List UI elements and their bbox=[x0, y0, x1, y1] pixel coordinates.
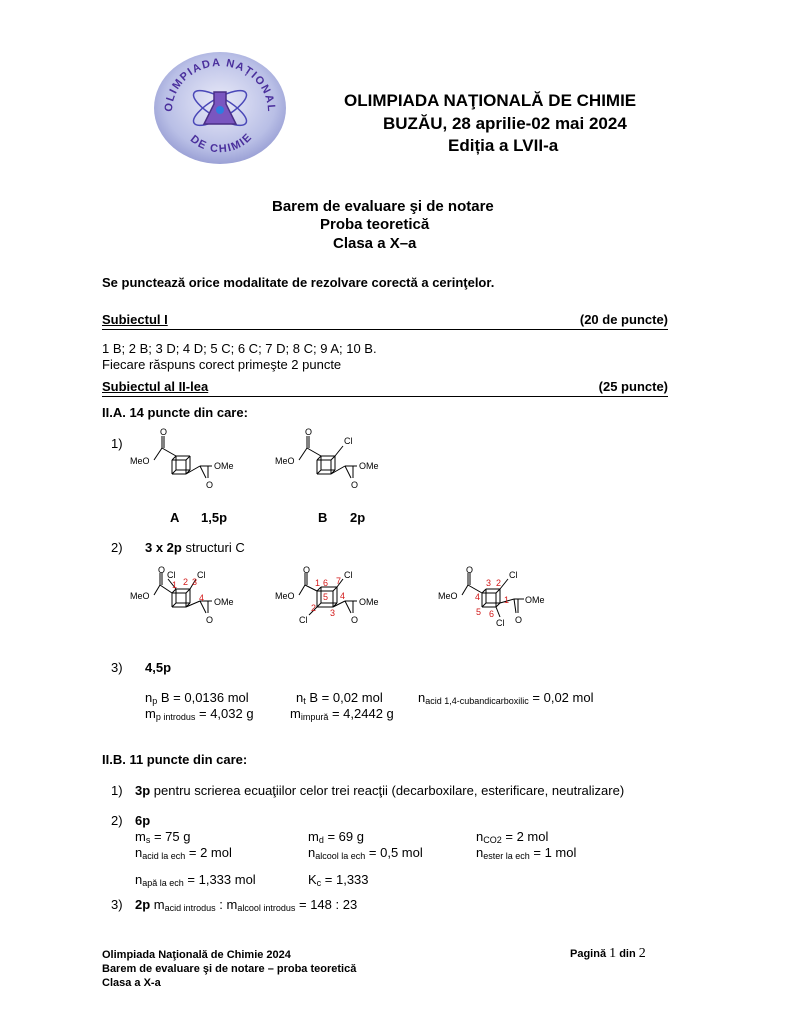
ome-label: OMe bbox=[359, 461, 379, 471]
subject-1-title: Subiectul I bbox=[102, 312, 168, 327]
o-label: O bbox=[303, 565, 311, 575]
atom-number: 3 bbox=[486, 578, 492, 588]
o-label: O bbox=[515, 615, 523, 625]
kc-symbol: K bbox=[308, 872, 317, 887]
subject-2-points: (25 puncte) bbox=[598, 379, 668, 394]
nt-sub: t bbox=[303, 696, 306, 706]
points-b: 2p bbox=[350, 510, 366, 525]
structure-c1 bbox=[130, 565, 245, 631]
subject-1-header bbox=[102, 312, 668, 330]
nco2-rest: = 2 mol bbox=[501, 829, 549, 844]
subject-2-title: Subiectul al II-lea bbox=[102, 379, 209, 394]
subject-1-answers: 1 B; 2 B; 3 D; 4 D; 5 C; 6 C; 7 D; 8 C; 9 A; 10 B. bbox=[102, 341, 377, 356]
olympiad-logo bbox=[150, 48, 290, 168]
cl-label: Cl bbox=[496, 618, 505, 628]
nap-symbol: n bbox=[135, 872, 143, 887]
atom-number: 3 bbox=[330, 608, 336, 618]
logo-text-bottom: DE CHIMIE bbox=[187, 130, 255, 156]
np-rest: B = 0,0136 mol bbox=[157, 690, 249, 705]
nes-rest: = 1 mol bbox=[529, 845, 577, 860]
footer-line-1: Olimpiada Naţională de Chimie 2024 bbox=[102, 949, 291, 961]
doc-title: Barem de evaluare şi de notare bbox=[272, 198, 494, 215]
b1-number: 1) bbox=[111, 783, 123, 798]
mi-symbol: m bbox=[290, 706, 301, 721]
np-value bbox=[145, 690, 249, 706]
mi-rest: = 4,2442 g bbox=[328, 706, 394, 721]
header-title: OLIMPIADA NAŢIONALĂ DE CHIMIE bbox=[344, 91, 637, 110]
na-sub: acid 1,4-cubandicarboxilic bbox=[425, 696, 529, 706]
footer-line-3: Clasa a X-a bbox=[102, 977, 161, 989]
na-symbol: n bbox=[418, 690, 426, 705]
o-label: O bbox=[206, 615, 214, 625]
napa-ech-value bbox=[135, 872, 256, 888]
section-2a-heading: II.A. 14 puncte din care: bbox=[102, 405, 248, 420]
general-note: Se punctează orice modalitate de rezolvare corectă a cerinţelor. bbox=[102, 275, 495, 290]
page-label: Pagină bbox=[570, 948, 607, 960]
ms-symbol: m bbox=[135, 829, 146, 844]
nap-rest: = 1,333 mol bbox=[183, 872, 256, 887]
atom-number: 6 bbox=[323, 578, 329, 588]
na-rest: = 0,02 mol bbox=[528, 690, 594, 705]
structure-c2 bbox=[275, 565, 390, 631]
q1-number: 1) bbox=[111, 436, 123, 451]
nt-symbol: n bbox=[296, 690, 304, 705]
q2-number: 2) bbox=[111, 540, 123, 555]
cl-label: Cl bbox=[167, 570, 176, 580]
page-of: din bbox=[619, 948, 636, 960]
cl-label: Cl bbox=[509, 570, 518, 580]
ome-label: OMe bbox=[214, 461, 234, 471]
structure-c3 bbox=[438, 565, 553, 631]
md-sub: d bbox=[318, 835, 324, 845]
mi-value bbox=[290, 706, 394, 722]
cl-label: Cl bbox=[344, 436, 353, 446]
meo-label: MeO bbox=[438, 591, 458, 601]
ome-label: OMe bbox=[214, 597, 234, 607]
b3-mid: : m bbox=[215, 897, 238, 912]
atom-number: 2 bbox=[496, 578, 502, 588]
page-total: 2 bbox=[638, 946, 646, 961]
atom-number: 7 bbox=[336, 576, 342, 586]
q3-points: 4,5p bbox=[145, 660, 172, 675]
label-a: A bbox=[170, 510, 180, 525]
b3-points: 2p bbox=[135, 897, 151, 912]
nacid-ech-value bbox=[135, 845, 232, 861]
b1-points: 3p bbox=[135, 783, 151, 798]
meo-label: MeO bbox=[130, 591, 150, 601]
b3-end: = 148 : 23 bbox=[295, 897, 358, 912]
atom-number: 3 bbox=[192, 577, 198, 587]
mp-rest: = 4,032 g bbox=[195, 706, 254, 721]
md-symbol: m bbox=[308, 829, 319, 844]
structure-a bbox=[130, 428, 240, 498]
b1-desc: pentru scrierea ecuaţiilor celor trei reacţii (decarboxilare, esterificare, neutralizare) bbox=[150, 783, 625, 798]
o-label: O bbox=[305, 428, 313, 437]
q2-label: structuri C bbox=[181, 540, 245, 555]
nal-sub: alcool la ech bbox=[315, 851, 366, 861]
header-location-date: BUZĂU, 28 aprilie-02 mai 2024 bbox=[383, 114, 627, 133]
nac-rest: = 2 mol bbox=[185, 845, 232, 860]
mi-sub: impură bbox=[300, 712, 329, 722]
header-edition: Ediția a LVII-a bbox=[448, 136, 559, 155]
logo-text-top: OLIMPIADA NAȚIONAL bbox=[162, 56, 278, 114]
atom-number: 4 bbox=[475, 592, 481, 602]
q3-number: 3) bbox=[111, 660, 123, 675]
b2-number: 2) bbox=[111, 813, 123, 828]
q2-text bbox=[145, 540, 245, 555]
md-rest: = 69 g bbox=[323, 829, 364, 844]
label-b: B bbox=[318, 510, 328, 525]
atom-number: 4 bbox=[340, 591, 346, 601]
points-a: 1,5p bbox=[201, 510, 228, 525]
nco2-sub: CO2 bbox=[483, 835, 502, 845]
q2-points: 3 x 2p bbox=[145, 540, 182, 555]
o-label: O bbox=[206, 480, 214, 490]
nap-sub: apă la ech bbox=[142, 878, 184, 888]
atom-number: 5 bbox=[323, 592, 329, 602]
ome-label: OMe bbox=[359, 597, 379, 607]
atom-number: 1 bbox=[504, 595, 510, 605]
b1-text bbox=[135, 783, 624, 798]
np-symbol: n bbox=[145, 690, 153, 705]
nt-rest: B = 0,02 mol bbox=[305, 690, 383, 705]
nac-symbol: n bbox=[135, 845, 143, 860]
kc-value bbox=[308, 872, 369, 888]
b3-sub2: alcool introdus bbox=[237, 903, 296, 913]
atom-number: 2 bbox=[311, 603, 317, 613]
atom-number: 1 bbox=[172, 580, 178, 590]
mp-symbol: m bbox=[145, 706, 156, 721]
subject-1-rule: Fiecare răspuns corect primeşte 2 puncte bbox=[102, 357, 342, 372]
page-current: 1 bbox=[609, 946, 617, 961]
atom-number: 5 bbox=[476, 607, 482, 617]
md-value bbox=[308, 829, 364, 845]
nco2-value bbox=[476, 829, 548, 845]
cl-label: Cl bbox=[197, 570, 206, 580]
o-label: O bbox=[466, 565, 474, 575]
subject-1-points: (20 de puncte) bbox=[579, 312, 668, 327]
mp-sub: p introdus bbox=[155, 712, 196, 722]
atom-number: 6 bbox=[489, 609, 495, 619]
nco2-symbol: n bbox=[476, 829, 484, 844]
o-label: O bbox=[351, 615, 359, 625]
ms-sub: s bbox=[145, 835, 151, 845]
b3-number: 3) bbox=[111, 897, 123, 912]
meo-label: MeO bbox=[275, 456, 295, 466]
nt-value bbox=[296, 690, 383, 706]
doc-subtitle: Proba teoretică bbox=[320, 216, 430, 233]
atom-number: 4 bbox=[199, 593, 205, 603]
nes-symbol: n bbox=[476, 845, 484, 860]
subject-2-header bbox=[102, 379, 668, 397]
nes-sub: ester la ech bbox=[483, 851, 530, 861]
kc-sub: c bbox=[316, 878, 322, 888]
nester-ech-value bbox=[476, 845, 576, 861]
section-2b-heading: II.B. 11 puncte din care: bbox=[102, 752, 248, 767]
page-number bbox=[570, 946, 646, 962]
b3-text bbox=[135, 897, 357, 913]
mp-value bbox=[145, 706, 254, 722]
o-label: O bbox=[160, 428, 168, 437]
cl-label: Cl bbox=[344, 570, 353, 580]
ome-label: OMe bbox=[525, 595, 545, 605]
nac-sub: acid la ech bbox=[142, 851, 186, 861]
ms-value bbox=[135, 829, 190, 845]
b2-points: 6p bbox=[135, 813, 151, 828]
ms-rest: = 75 g bbox=[150, 829, 191, 844]
nal-symbol: n bbox=[308, 845, 316, 860]
atom-number: 2 bbox=[183, 577, 189, 587]
nalcool-ech-value bbox=[308, 845, 423, 861]
o-label: O bbox=[158, 565, 166, 575]
structure-b bbox=[275, 428, 385, 498]
doc-class: Clasa a X–a bbox=[333, 235, 417, 252]
kc-rest: = 1,333 bbox=[321, 872, 369, 887]
footer-line-2: Barem de evaluare şi de notare – proba teoretică bbox=[102, 963, 357, 975]
np-sub: p bbox=[152, 696, 158, 706]
b3-m1: m bbox=[150, 897, 165, 912]
b3-sub1: acid introdus bbox=[164, 903, 216, 913]
o-label: O bbox=[351, 480, 359, 490]
nacid-value bbox=[418, 690, 593, 706]
meo-label: MeO bbox=[275, 591, 295, 601]
meo-label: MeO bbox=[130, 456, 150, 466]
cl-label: Cl bbox=[299, 615, 308, 625]
nal-rest: = 0,5 mol bbox=[365, 845, 423, 860]
atom-number: 1 bbox=[315, 578, 321, 588]
